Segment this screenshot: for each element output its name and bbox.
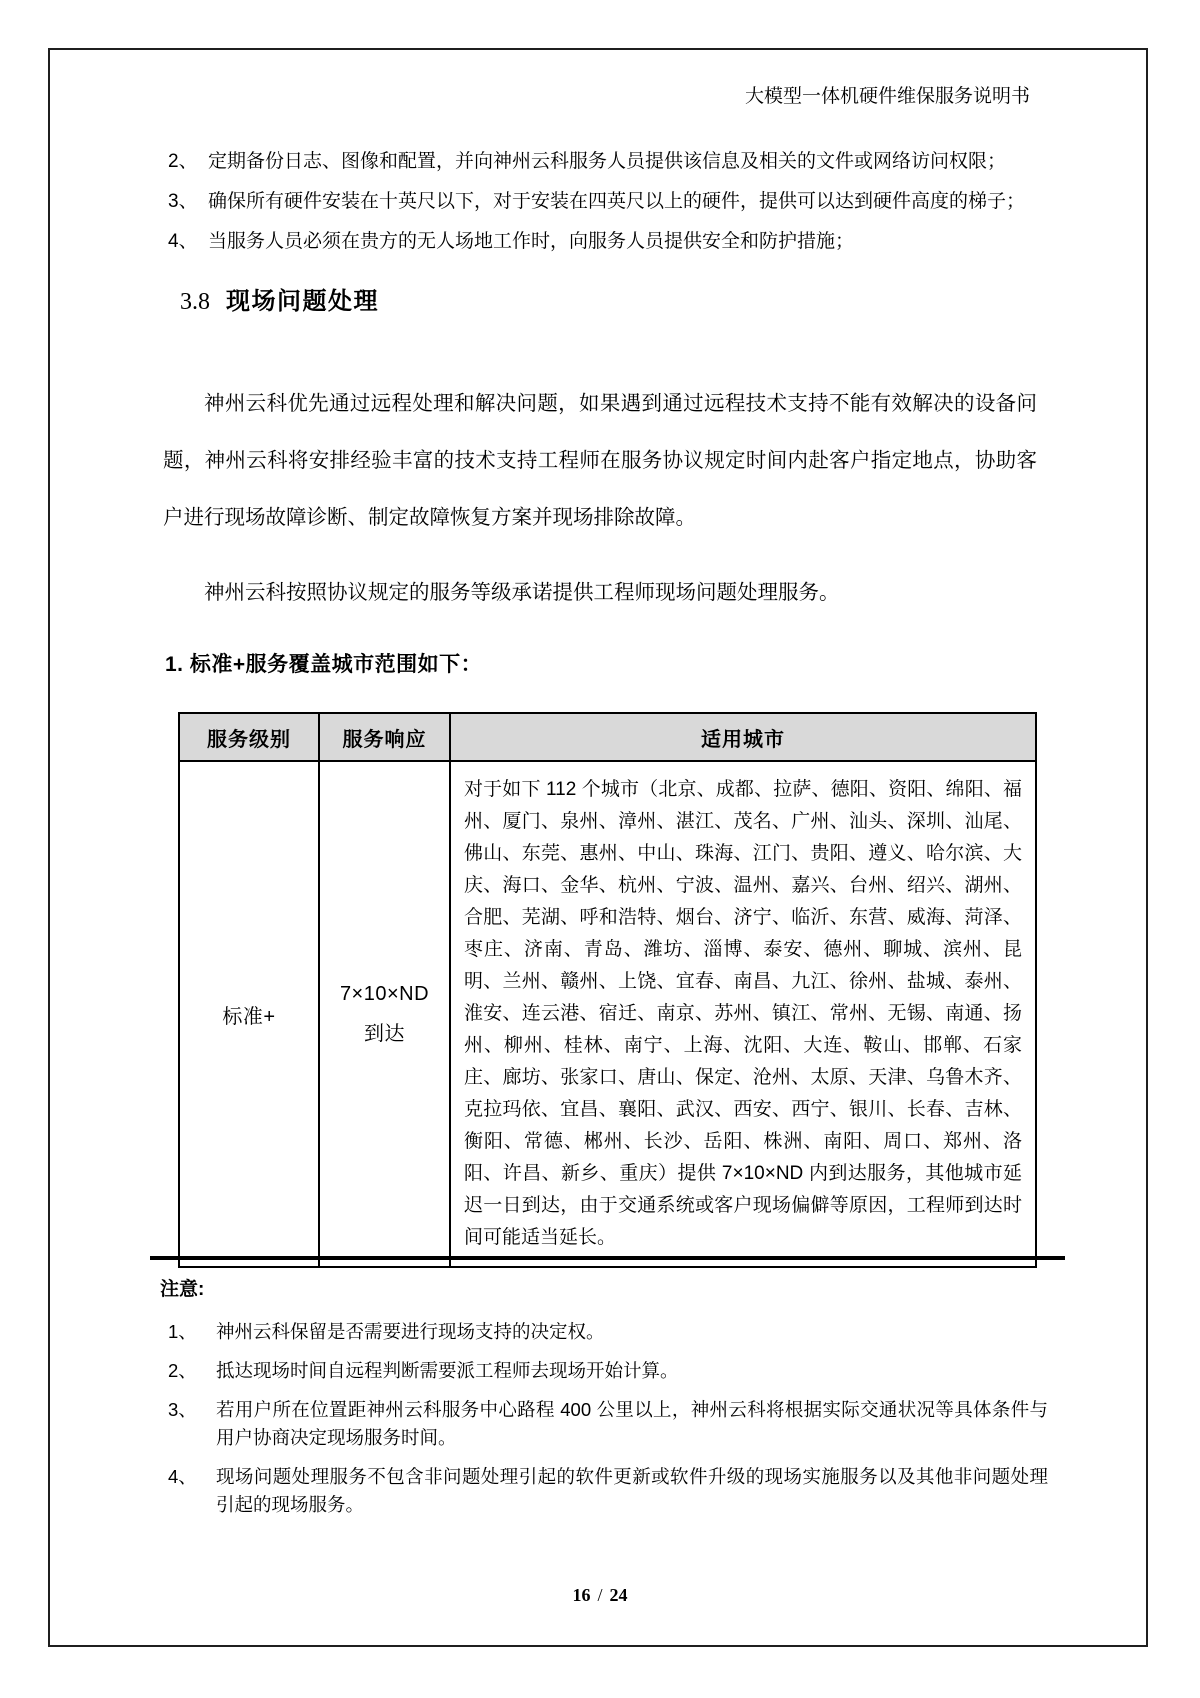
service-response-line2: 到达	[364, 1023, 405, 1045]
document-title: 大模型一体机硬件维保服务说明书	[744, 86, 1030, 107]
note-item-text: 若用户所在位置距神州云科服务中心路程 400 公里以上，神州云科将根据实际交通状况等具体条件与用户协商决定现场服务时间。	[216, 1399, 1048, 1448]
list-item-text: 定期备份日志、图像和配置，并向神州云科服务人员提供该信息及相关的文件或网络访问权限；	[208, 151, 1007, 172]
section-number: 3.8	[180, 289, 210, 315]
note-item	[168, 1318, 1048, 1346]
coverage-heading: 1. 标准+服务覆盖城市范围如下：	[165, 653, 483, 676]
note-item	[168, 1463, 1048, 1519]
page-number-separator: /	[597, 1585, 603, 1605]
note-item-number: 1、	[168, 1321, 197, 1342]
table-row	[179, 761, 1036, 1267]
notes-divider-line	[150, 1256, 1065, 1260]
list-item-number: 2、	[168, 151, 198, 172]
list-item	[168, 148, 1046, 175]
coverage-table	[178, 712, 1037, 1268]
list-item	[168, 228, 1046, 255]
note-item-text: 抵达现场时间自远程判断需要派工程师去现场开始计算。	[216, 1360, 679, 1381]
service-level-cell: 标准+	[179, 761, 319, 1267]
body-paragraph: 神州云科优先通过远程处理和解决问题，如果遇到通过远程技术支持不能有效解决的设备问题，神州云科将安排经验丰富的技术支持工程师在服务协议规定时间内赴客户指定地点，协助客户进行现场故障诊断、制定故障恢复方案并现场排除故障。	[163, 392, 1037, 529]
list-item-text: 当服务人员必须在贵方的无人场地工作时，向服务人员提供安全和防护措施；	[208, 231, 855, 252]
section-title: 现场问题处理	[226, 288, 379, 315]
note-item-number: 3、	[168, 1399, 197, 1420]
list-item	[168, 188, 1046, 215]
note-item-number: 4、	[168, 1466, 197, 1487]
note-item-text: 神州云科保留是否需要进行现场支持的决定权。	[216, 1321, 605, 1342]
column-header-service-level: 服务级别	[179, 713, 319, 761]
page-footer	[0, 1585, 1200, 1606]
column-header-service-response: 服务响应	[319, 713, 450, 761]
notes-list	[168, 1318, 1048, 1530]
list-item-number: 3、	[168, 191, 198, 212]
notes-label: 注意:	[160, 1279, 205, 1300]
service-response-cell	[319, 761, 450, 1267]
list-item-text: 确保所有硬件安装在十英尺以下，对于安装在四英尺以上的硬件，提供可以达到硬件高度的梯子；	[208, 191, 1026, 212]
list-item-number: 4、	[168, 231, 198, 252]
intro-list	[168, 148, 1046, 268]
section-heading	[180, 286, 379, 318]
page-number-current: 16	[572, 1585, 591, 1605]
column-header-applicable-cities: 适用城市	[450, 713, 1036, 761]
note-item-text: 现场问题处理服务不包含非问题处理引起的软件更新或软件升级的现场实施服务以及其他非问题处理引起的现场服务。	[216, 1466, 1048, 1515]
body-paragraphs	[163, 375, 1037, 621]
note-item	[168, 1357, 1048, 1385]
note-item	[168, 1396, 1048, 1452]
note-item-number: 2、	[168, 1360, 197, 1381]
page-number-total: 24	[609, 1585, 628, 1605]
service-response-line1: 7×10×ND	[339, 983, 430, 1005]
table-header-row	[179, 713, 1036, 761]
applicable-cities-cell: 对于如下 112 个城市（北京、成都、拉萨、德阳、资阳、绵阳、福州、厦门、泉州、漳州、湛江、茂名、广州、汕头、深圳、汕尾、佛山、东莞、惠州、中山、珠海、江门、贵阳、遵义、哈尔滨、大庆、海口、金华、杭州、宁波、温州、嘉兴、台州、绍兴、湖州、合肥、芜湖、呼和浩特、烟台、济宁、临沂、东营、威海、菏泽、枣庄、济南、青岛、潍坊、淄博、泰安、德州、聊城、滨州、昆明、兰州、赣州、上饶、宜春、南昌、九江、徐州、盐城、泰州、淮安、连云港、宿迁、南京、苏州、镇江、常州、无锡、南通、扬州、柳州、桂林、南宁、上海、沈阳、大连、鞍山、邯郸、石家庄、廊坊、张家口、唐山、保定、沧州、太原、天津、乌鲁木齐、克拉玛依、宜昌、襄阳、武汉、西安、西宁、银川、长春、吉林、衡阳、常德、郴州、长沙、岳阳、株洲、南阳、周口、郑州、洛阳、许昌、新乡、重庆）提供 7×10×ND 内到达服务，其他城市延迟一日到达，由于交通系统或客户现场偏僻等原因，工程师到达时间可能适当延长。	[450, 761, 1036, 1267]
body-paragraph: 神州云科按照协议规定的服务等级承诺提供工程师现场问题处理服务。	[204, 581, 840, 604]
